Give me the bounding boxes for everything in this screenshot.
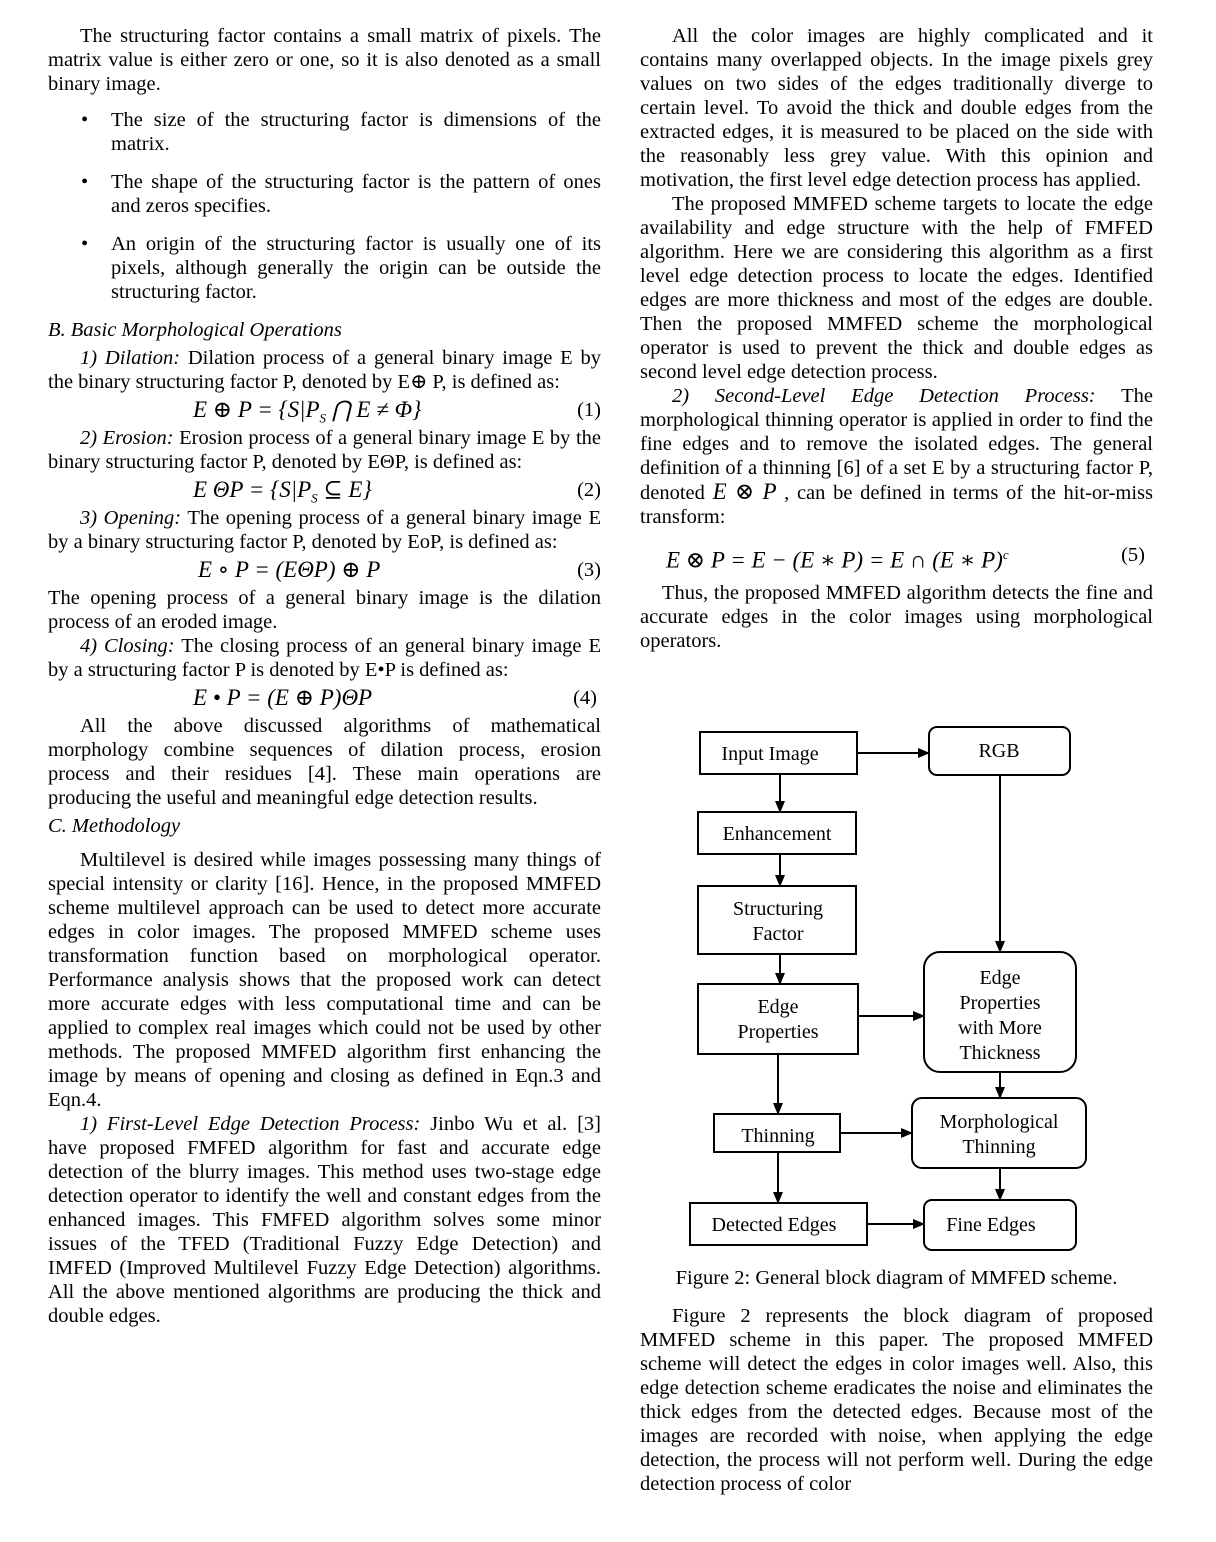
edge-properties-box [698, 984, 858, 1054]
erosion-paragraph: 2) Erosion: Erosion process of a general binary image E by the binary structuring factor P, denoted by EΘP, is defined as: [48, 427, 601, 473]
bullet-glyph: • [81, 171, 89, 193]
second-level-paragraph: 2) Second-Level Edge Detection Process: The morphological thinning operator is applied in order to find the fine edges and to remove the isolated edges. The general definition of a thinning [6] of a set E by a structuring factor P, denoted E ⊗ P , can be defined in terms of the hit-or-miss transform: [640, 385, 1154, 528]
right-column-bottom [640, 1304, 1153, 1496]
bullet-origin: • An origin of the structuring factor is usually one of its pixels, although generally the origin can be outside the structuring factor. [81, 233, 601, 303]
equation-3: E ∘ P = (EΘP) ⊕ P (3) [48, 554, 601, 586]
equation-number: (3) [577, 559, 601, 581]
figure-caption: Figure 2: General block diagram of MMFED scheme. [675, 1267, 1118, 1289]
equation-number: (1) [577, 399, 601, 421]
thus-paragraph: Thus, the proposed MMFED algorithm detects the fine and accurate edges in the color images using morphological operators. [640, 582, 1153, 652]
mmfed-scheme-paragraph: The proposed MMFED scheme targets to locate the edge availability and edge structure with the help of FMFED algorithm. Here we are considering this algorithm as a first level edge detection process to locate the edges. Identified edges are more thickness and most of the edges are double. Then the proposed MMFED scheme the morphological operator is used to prevent the thick and double edges as second level edge detection process. [640, 193, 1153, 383]
thick-edge-label: Edge [979, 967, 1021, 989]
morph-thinning-label: Thinning [962, 1136, 1036, 1158]
properties-label: Properties [737, 1021, 819, 1043]
structuring-label: Structuring [733, 898, 823, 920]
second-level-label: 2) Second-Level Edge Detection Process: [672, 385, 1096, 407]
bullet-size: • The size of the structuring factor is dimensions of the matrix. [81, 109, 601, 155]
closing-paragraph: 4) Closing: The closing process of an general binary image E by a structuring factor P is denoted by E•P is defined as: [48, 635, 601, 681]
opening-paragraph: 3) Opening: The opening process of a general binary image E by a binary structuring factor P, denoted by EoP, is defined as: [48, 507, 601, 553]
opening-explanation: The opening process of a general binary image is the dilation process of an eroded image. [48, 587, 601, 633]
methodology-paragraph: Multilevel is desired while images possessing many things of special intensity or clarity [16]. Hence, in the proposed MMFED scheme multilevel approach can be used to detect more accurate edges in color images. The proposed MMFED scheme uses transformation function based on morphological operator. Performance analysis shows that the proposed work can detect more accurate edges with less computational time and can be applied to complex real images which could not be used by other methods. The proposed MMFED algorithm first enhancing the image by means of opening and closing as defined in Eqn.3 and Eqn.4. [48, 849, 601, 1111]
first-level-paragraph: 1) First-Level Edge Detection Process: Jinbo Wu et al. [3] have proposed FMFED algorithm for fast and accurate edge detection of the blurry images. This method uses two-stage edge detection operator to identify the well and constant edges from the enhanced images. This FMFED algorithm solves some minor issues of the TFED (Traditional Fuzzy Edge Detection) and IMFED (Improved Multilevel Fuzzy Edge Detection) algorithms. All the above mentioned algorithms are producing the thick and double edges. [48, 1113, 601, 1327]
figure-description-paragraph: Figure 2 represents the block diagram of proposed MMFED scheme in this paper. The proposed MMFED scheme will detect the edges in color images well. Also, this edge detection scheme eradicates the noise and eliminates the thick edges from the detected edges. Because most of the images are recorded with noise, when applying the edge detection, the process will not perform well. During the edge detection process of color [640, 1305, 1153, 1495]
thinning-notation: E ⊗ P [712, 479, 777, 504]
bullet-glyph: • [81, 233, 89, 255]
equation-1: E ⊕ $P = \{S|P_S$ ⋂ E ≠ Φ} (1) [48, 394, 601, 426]
equation-number: (2) [577, 479, 601, 501]
equation-number: (5) [1121, 544, 1145, 566]
thick-properties-label: Properties [959, 992, 1041, 1014]
dilation-paragraph: 1) Dilation: Dilation process of a general binary image E by the binary structuring factor P, denoted by E⊕ P, is defined as: [48, 347, 601, 393]
equation-5: E ⊗ P = E − (E ∗ P) = E ∩ (E ∗ P)$^c$ (5) [640, 539, 1153, 571]
closing-label: 4) Closing: [80, 635, 175, 657]
structuring-factor-bullets [48, 108, 601, 304]
thick-thickness-label: Thickness [959, 1042, 1041, 1064]
rgb-label: RGB [978, 740, 1020, 762]
enhancement-label: Enhancement [722, 823, 832, 845]
bullet-glyph: • [81, 109, 89, 131]
mmfed-block-diagram [640, 720, 1153, 1300]
morphology-summary-paragraph: All the above discussed algorithms of mathematical morphology combine sequences of dilation process, erosion process and their residues [4]. These main operations are producing the useful and meaningful edge detection results. [48, 715, 601, 809]
structuring-factor-paragraph: The structuring factor contains a small matrix of pixels. The matrix value is either zero or one, so it is also denoted as a small binary image. [48, 25, 601, 95]
detected-edges-label: Detected Edges [711, 1214, 837, 1236]
equation-2: E $\Theta P = \{S|P_S$ ⊆ E} (2) [48, 474, 601, 506]
opening-label: 3) Opening: [80, 507, 182, 529]
factor-label: Factor [752, 923, 804, 945]
thinning-label: Thinning [741, 1125, 815, 1147]
morphological-label: Morphological [939, 1111, 1059, 1133]
erosion-label: 2) Erosion: [80, 427, 174, 449]
thick-with-more-label: with More [958, 1017, 1042, 1039]
first-level-label: 1) First-Level Edge Detection Process: [80, 1113, 421, 1135]
color-images-paragraph: All the color images are highly complicated and it contains many overlapped objects. In the image pixels grey values on two sides of the edges traditionally diverge to certain level. To avoid the thick and double edges from the extracted edges, it is measured to be placed on the side with the reasonably less grey value. With this opinion and motivation, the first level edge detection process has applied. [640, 25, 1153, 191]
bullet-shape: • The shape of the structuring factor is the pattern of ones and zeros specifies. [81, 171, 601, 217]
input-image-label: Input Image [721, 743, 819, 765]
section-heading-c: C. Methodology [48, 815, 181, 837]
dilation-label: 1) Dilation: [80, 347, 181, 369]
left-column [48, 24, 601, 1328]
section-heading-b: B. Basic Morphological Operations [48, 319, 342, 341]
equation-4: E • P = (E ⊕ P)ΘP (4) [48, 682, 601, 714]
equation-number: (4) [573, 687, 597, 709]
fine-edges-label: Fine Edges [946, 1214, 1036, 1236]
edge-label: Edge [757, 996, 799, 1018]
right-column [640, 24, 1153, 653]
